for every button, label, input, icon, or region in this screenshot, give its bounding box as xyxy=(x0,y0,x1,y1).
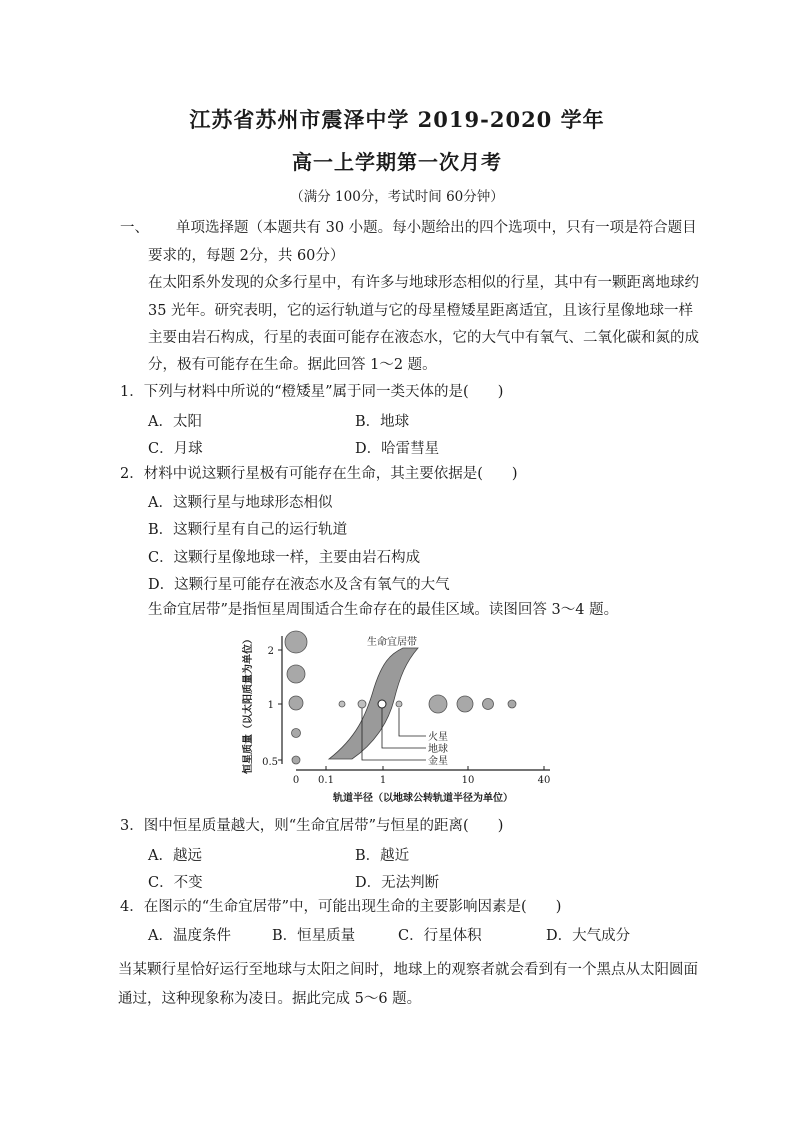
mars-leader-line xyxy=(399,708,426,736)
x-tick-label: 10 xyxy=(461,775,475,786)
planet-marker xyxy=(396,701,402,707)
star-mass-marker xyxy=(292,729,301,738)
y-tick-label: 2 xyxy=(267,646,274,657)
planet-marker xyxy=(457,696,473,712)
exam-title-line1: 江苏省苏州市震泽中学 2019-2020 学年 xyxy=(189,107,605,132)
habitable-zone-label: 生命宜居带 xyxy=(367,637,417,648)
question-2-option-d: D．这颗行星可能存在液态水及含有氧气的大气 xyxy=(148,577,450,593)
question-4-option-a: A．温度条件 xyxy=(148,928,231,944)
x-tick-label: 0 xyxy=(292,775,300,786)
question-1-option-b: B．地球 xyxy=(355,414,410,430)
star-mass-marker xyxy=(289,696,303,710)
material-2: 生命宜居带”是指恒星周围适合生命存在的最佳区域。读图回答 3～4 题。 xyxy=(148,602,619,618)
x-axis-title: 轨道半径（以地球公转轨道半径为单位） xyxy=(333,793,513,804)
planet-marker xyxy=(483,699,494,710)
x-tick-label: 1 xyxy=(379,775,387,786)
star-mass-marker xyxy=(292,756,300,764)
earth-marker xyxy=(378,700,386,708)
y-axis-title: 恒星质量（以太阳质量为单位） xyxy=(243,634,254,774)
question-4-stem: 4．在图示的“生命宜居带”中，可能出现生命的主要影响因素是( ) xyxy=(120,899,562,915)
question-4-option-b: B．恒星质量 xyxy=(272,928,356,944)
material-3-line: 当某颗行星恰好运行至地球与太阳之间时，地球上的观察者就会看到有一个黑点从太阳圆面 xyxy=(118,962,698,978)
planet-marker xyxy=(358,700,366,708)
exam-subtitle: （满分 100分，考试时间 60分钟） xyxy=(290,189,504,205)
question-3-option-b: B．越近 xyxy=(355,848,410,864)
y-tick-label: 0.5 xyxy=(262,757,278,768)
venus-label: 金星 xyxy=(428,756,448,767)
question-4-option-d: D．大气成分 xyxy=(546,928,631,944)
question-2-option-b: B．这颗行星有自己的运行轨道 xyxy=(148,522,348,538)
material-1-line: 在太阳系外发现的众多行星中，有许多与地球形态相似的行星，其中有一颗距离地球约 xyxy=(148,275,699,291)
star-mass-marker xyxy=(287,665,305,683)
question-2-stem: 2．材料中说这颗行星极有可能存在生命，其主要依据是( ) xyxy=(120,466,518,482)
question-3-option-d: D．无法判断 xyxy=(355,875,440,891)
habitable-zone-figure xyxy=(238,628,558,806)
question-1-option-a: A．太阳 xyxy=(148,414,202,430)
question-4-option-c: C．行星体积 xyxy=(398,928,482,944)
earth-label: 地球 xyxy=(428,744,448,755)
material-1-line: 35 光年。研究表明，它的运行轨道与它的母星橙矮星距离适宜，且该行星像地球一样 xyxy=(148,303,694,319)
x-tick-label: 40 xyxy=(537,775,551,786)
x-tick-label: 0.1 xyxy=(318,775,334,786)
material-1-line: 主要由岩石构成，行星的表面可能存在液态水，它的大气中有氧气、二氧化碳和氮的成 xyxy=(148,330,699,346)
planet-marker xyxy=(429,695,447,713)
y-tick-label: 1 xyxy=(267,700,274,711)
planet-marker xyxy=(508,700,516,708)
section-heading-line2: 要求的，每题 2分，共 60分） xyxy=(148,248,345,264)
star-mass-marker xyxy=(285,631,307,653)
question-1-option-d: D．哈雷彗星 xyxy=(355,441,440,457)
question-2-option-a: A．这颗行星与地球形态相似 xyxy=(148,495,333,511)
mars-label: 火星 xyxy=(428,732,448,743)
question-2-option-c: C．这颗行星像地球一样，主要由岩石构成 xyxy=(148,550,421,566)
question-1-stem: 1．下列与材料中所说的“橙矮星”属于同一类天体的是( ) xyxy=(120,384,504,400)
question-3-stem: 3．图中恒星质量越大，则“生命宜居带”与恒星的距离( ) xyxy=(120,818,504,834)
exam-title-line2: 高一上学期第一次月考 xyxy=(292,150,502,174)
section-heading-line1: 单项选择题（本题共有 30 小题。每小题给出的四个选项中，只有一项是符合题目 xyxy=(176,220,697,236)
planet-marker xyxy=(339,701,345,707)
material-3-line: 通过，这种现象称为凌日。据此完成 5～6 题。 xyxy=(118,991,422,1007)
material-1-line: 分，极有可能存在生命。据此回答 1～2 题。 xyxy=(148,357,437,373)
question-3-option-a: A．越远 xyxy=(148,848,202,864)
section-number: 一、 xyxy=(120,220,149,236)
question-3-option-c: C．不变 xyxy=(148,875,203,891)
question-1-option-c: C．月球 xyxy=(148,441,203,457)
